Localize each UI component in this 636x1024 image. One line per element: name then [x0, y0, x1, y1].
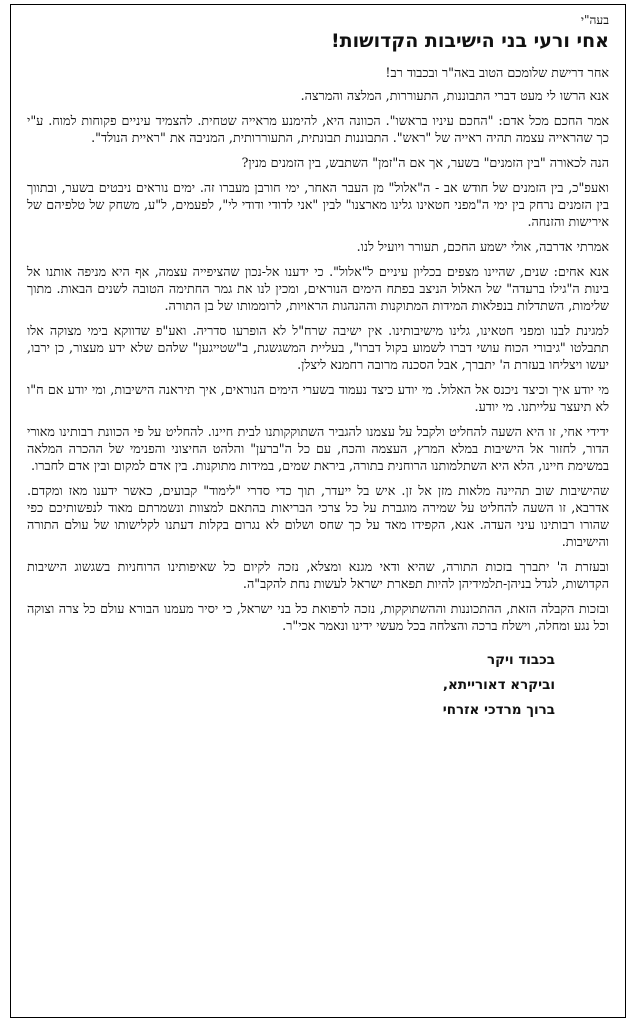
- signature-name: ברוך מרדכי אזרחי: [442, 702, 555, 718]
- paragraph-bein-hazmanim: הנה לכאורה "בין הזמנים" בשער, אך אם ה"זמן" השתבש, בין הזמנים מנין?: [241, 155, 609, 170]
- paragraph-av-elul: ואעפ"כ, בין הזמנים של חודש אב - ה"אלול" מן העבר האחר, ימי חורבן מעברו זה. ימים נוראים ניבטים בשער, ובתווך בין הזמנים נרחק בין ימי ה"מפני חטאינו גלינו מארצנו" לבין "אני לדודי ודודי לי", לפעמים, ל"ע, משחק של טלפיהם של אירישות והזנחה.: [27, 180, 609, 229]
- signature-block: [27, 648, 555, 723]
- paragraph-merit-of-torah: ובעזרת ה' יתברך בזכות התורה, שהיא ודאי מגנא ומצלא, נזכה לקיום כל שאיפותינו הרוחניות בשגשוג הישיבות הקדושות, לגדל בניהן-תלמידיהן להיות תפארת ישראל לעשות נחת להקב"ה.: [27, 559, 609, 591]
- paragraph-who-knows: מי יודע איך וכיצד ניכנס אל האלול. מי יודע כיצד נעמוד בשערי הימים הנוראים, איך תיראנה הישיבות, ומי יודע אם ח"ו לא תיעצר עלייתנו. מי יודע.: [27, 382, 609, 414]
- paragraph-adarabba: אמרתי אדרבה, אולי ישמע החכם, תעורר ויועיל לנו.: [356, 239, 609, 254]
- paragraph-anticipation: אנא אחים: שנים, שהיינו מצפים בכליון עיניים ל"אלול". כי ידענו אל-נכון שהציפייה עצמה, אף היא מניפה אותנו אל בינות ה"גילו ברעדה" של האלול הניצב בפתח הימים הנוראים, ומכין לנו את גמר החתימה הטובה לשנים הבאות. מתוך שלימות, השתדלות בנפלאות המידות המתוקנות וההנהגות הראויות, לרוממותו של בן התורה.: [27, 264, 609, 313]
- paragraph-full-yeshivot: שהישיבות שוב תהיינה מלאות מזן אל זן. איש בל ייעדר, תוך כדי סדרי "לימוד" קבועים, כאשר ידענו מאז ומקדם. אדרבא, זו השעה להחליט על שמירה מוגברת על כל צרכי הבריאות בהתאם למצוות ונשמרתם מאוד לנפשותיכם כפי שהורו רבותינו עיני העדה. אנא, הקפידו מאד על כך שחס ושלום לא נגרום בקלות דעתנו לקלישותו של עולם התורה והישיבות.: [27, 483, 609, 549]
- bsd-header: בעה"י: [580, 13, 609, 27]
- paragraph-intro: אנא הרשו לי מעט דברי התבוננות, התעוררות, המלצה והמרצה.: [300, 88, 609, 103]
- signature-line: וביקרא דאורייתא,: [442, 677, 555, 693]
- paragraph-wise-man: אמר החכם מכל אדם: "החכם עיניו בראשו". הכוונה היא, להימנע מראייה שטחית. להצמיד עיניים פקוחות למוח. ע"י כך שהראייה עצמה תהיה ראייה של "ראש". התבוננות תבונתית, התעוררותית, המניבה את "ראיית הנולד".: [27, 113, 609, 145]
- paragraph-blessing: ובזכות הקבלה הזאת, ההתכוננות וההשתוקקות, נזכה לרפואת כל בני ישראל, כי יסיר מעמנו הבורא עולם כל צרה וצוקה וכל נגע ומחלה, וישלח ברכה והצלחה בכל מעשי ידינו ונאמר אכי"ר.: [27, 601, 609, 633]
- paragraph-decide: ידידי אחי, זו היא השעה להחליט ולקבל על עצמנו להגביר השתוקקותנו לבית חיינו. להחליט על פי הכוונת רבותינו מאורי הדור, לחזור אל הישיבות במלא המרץ, העצמה והכח, עם כל ה"ברען" והלהט החיצוני והפנימי של ההכרה המלאה במשימת חיינו, הלא היא השתלמותנו הרוחנית בתורה, ביראת שמים, במידות מתוקנות. בין אדם למקום ובין אדם לחברו.: [27, 424, 609, 473]
- letter-page: [10, 4, 626, 1018]
- letter-title: אחי ורעי בני הישיבות הקדושות!: [331, 30, 609, 52]
- paragraph-greeting: אחר דרישת שלומכם הטוב באה"ר ובכבוד רב!: [385, 65, 609, 80]
- signature-line: בכבוד ויקר: [486, 652, 555, 668]
- paragraph-exile-from-yeshivot: למגינת לבנו ומפני חטאינו, גלינו מישיבותינו. אין ישיבה שרח"ל לא הופרעו סדריה. ואע"פ שדווקא בימי מצוקה אלו תתבלטו "גיבורי הכוח עושי דברו לשמוע בקול דברו", בעליית המשגשגת, ב"שטייגען" שלהם שלא ידע מעצור, כן ירבו, יעשו ויצליחו בעזרת ה' יתברך, אבל הסכנה מרובה רחמנא ליצלן.: [27, 323, 609, 372]
